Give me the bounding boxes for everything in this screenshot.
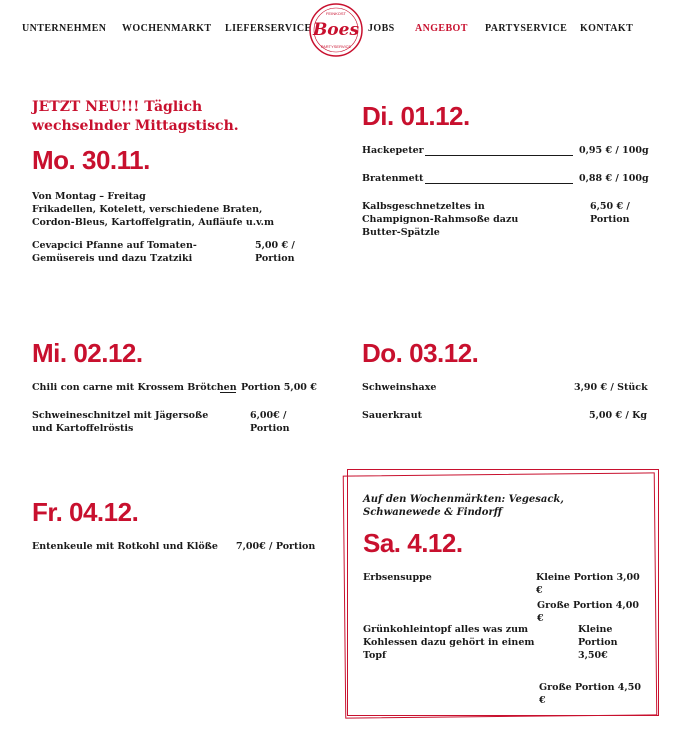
top-navigation (0, 0, 681, 60)
nav-jobs[interactable]: JOBS (368, 23, 395, 34)
menu-item-price: 0,95 € / 100g (579, 145, 649, 156)
menu-item-name: Erbsensuppe (363, 572, 432, 583)
price-leader-line (425, 155, 573, 156)
menu-item-large (363, 599, 643, 623)
nav-angebot[interactable]: ANGEBOT (415, 23, 468, 34)
menu-item (32, 381, 317, 409)
menu-item (363, 571, 643, 599)
menu-item (363, 623, 643, 681)
menu-item-price-small: Kleine Portion 3,00 € (536, 572, 640, 596)
wednesday-section (32, 338, 317, 437)
menu-item-price: 6,50 € / Portion (590, 201, 630, 225)
menu-item-name: Cevapcici Pfanne auf Tomaten-Gemüsereis und dazu Tzatziki (32, 240, 197, 264)
nav-unternehmen[interactable]: UNTERNEHMEN (22, 23, 107, 34)
menu-item-name: Hackepeter (362, 145, 424, 156)
menu-item-name: Grünkohleintopf alles was zum Kohlessen dazu gehört in einem Topf (363, 624, 535, 661)
menu-item-price: 7,00€ / Portion (236, 541, 316, 552)
menu-item-price: 3,90 € / Stück (574, 382, 648, 393)
menu-item-price: 0,88 € / 100g (579, 173, 649, 184)
thursday-section (362, 338, 652, 437)
menu-item-price: 6,00€ / Portion (250, 410, 290, 434)
logo-bottom-text: PARTYSERVICE (320, 44, 352, 49)
menu-item-name: Entenkeule mit Rotkohl und Klöße (32, 541, 218, 552)
tuesday-section (362, 101, 652, 238)
day-heading-friday: Fr. 04.12. (32, 497, 139, 527)
menu-item-price-small: Kleine Portion 3,50€ (578, 624, 618, 661)
menu-item (32, 409, 317, 437)
nav-partyservice[interactable]: PARTYSERVICE (485, 23, 568, 34)
menu-item-large (363, 681, 643, 706)
menu-item-name: Chili con carne mit Krossem Brötchen (32, 382, 237, 393)
day-heading-wednesday: Mi. 02.12. (32, 338, 143, 368)
menu-item (362, 409, 652, 437)
menu-item (32, 540, 317, 568)
logo-top-text: FEINKOST (325, 11, 347, 16)
menu-item-price-large: Große Portion 4,50 € (539, 682, 641, 706)
menu-item-name: Bratenmett (362, 173, 424, 184)
menu-item (362, 200, 652, 238)
menu-item (362, 172, 652, 200)
price-leader-line (425, 183, 573, 184)
menu-item-price-large: Große Portion 4,00 € (537, 600, 639, 624)
menu-item-name: Schweinshaxe (362, 382, 437, 393)
menu-item (362, 381, 652, 409)
logo-wordmark: Boes (312, 20, 360, 40)
weekday-dishes: Frikadellen, Kotelett, verschiedene Braten, Cordon-Bleus, Kartoffelgratin, Aufläufe u.v.m (32, 204, 275, 228)
nav-wochenmarkt[interactable]: WOCHENMARKT (122, 23, 212, 34)
menu-item-name: Kalbsgeschnetzeltes in Champignon-Rahmsoße dazu Butter-Spätzle (362, 201, 519, 238)
logo-emblem-icon (308, 2, 364, 58)
day-heading-thursday: Do. 03.12. (362, 338, 479, 368)
menu-item-price: 5,00 € / Portion (255, 240, 295, 264)
weekly-markets-heading: Auf den Wochenmärkten: Vegesack, Schwanewede & Findorff (363, 494, 564, 518)
saturday-section (363, 493, 643, 706)
boes-logo[interactable] (308, 2, 364, 58)
menu-item-price: Portion 5,00 € (241, 382, 317, 393)
menu-item-name: Schweineschnitzel mit Jägersoße und Kartoffelröstis (32, 410, 209, 434)
friday-section (32, 497, 317, 568)
price-leader-line (220, 392, 236, 393)
day-heading-saturday: Sa. 4.12. (363, 528, 463, 558)
nav-lieferservice[interactable]: LIEFERSERVICE (225, 23, 312, 34)
nav-kontakt[interactable]: KONTAKT (580, 23, 634, 34)
menu-item-price: 5,00 € / Kg (589, 410, 648, 421)
menu-item (362, 144, 652, 172)
menu-item (32, 239, 312, 267)
monday-section (32, 98, 312, 267)
weekday-intro: Von Montag – Freitag (32, 191, 146, 202)
menu-item-name: Sauerkraut (362, 410, 423, 421)
day-heading-tuesday: Di. 01.12. (362, 101, 470, 131)
day-heading-monday: Mo. 30.11. (32, 145, 150, 175)
new-lunch-announcement: JETZT NEU!!! Täglich wechselnder Mittagstisch. (32, 99, 239, 134)
